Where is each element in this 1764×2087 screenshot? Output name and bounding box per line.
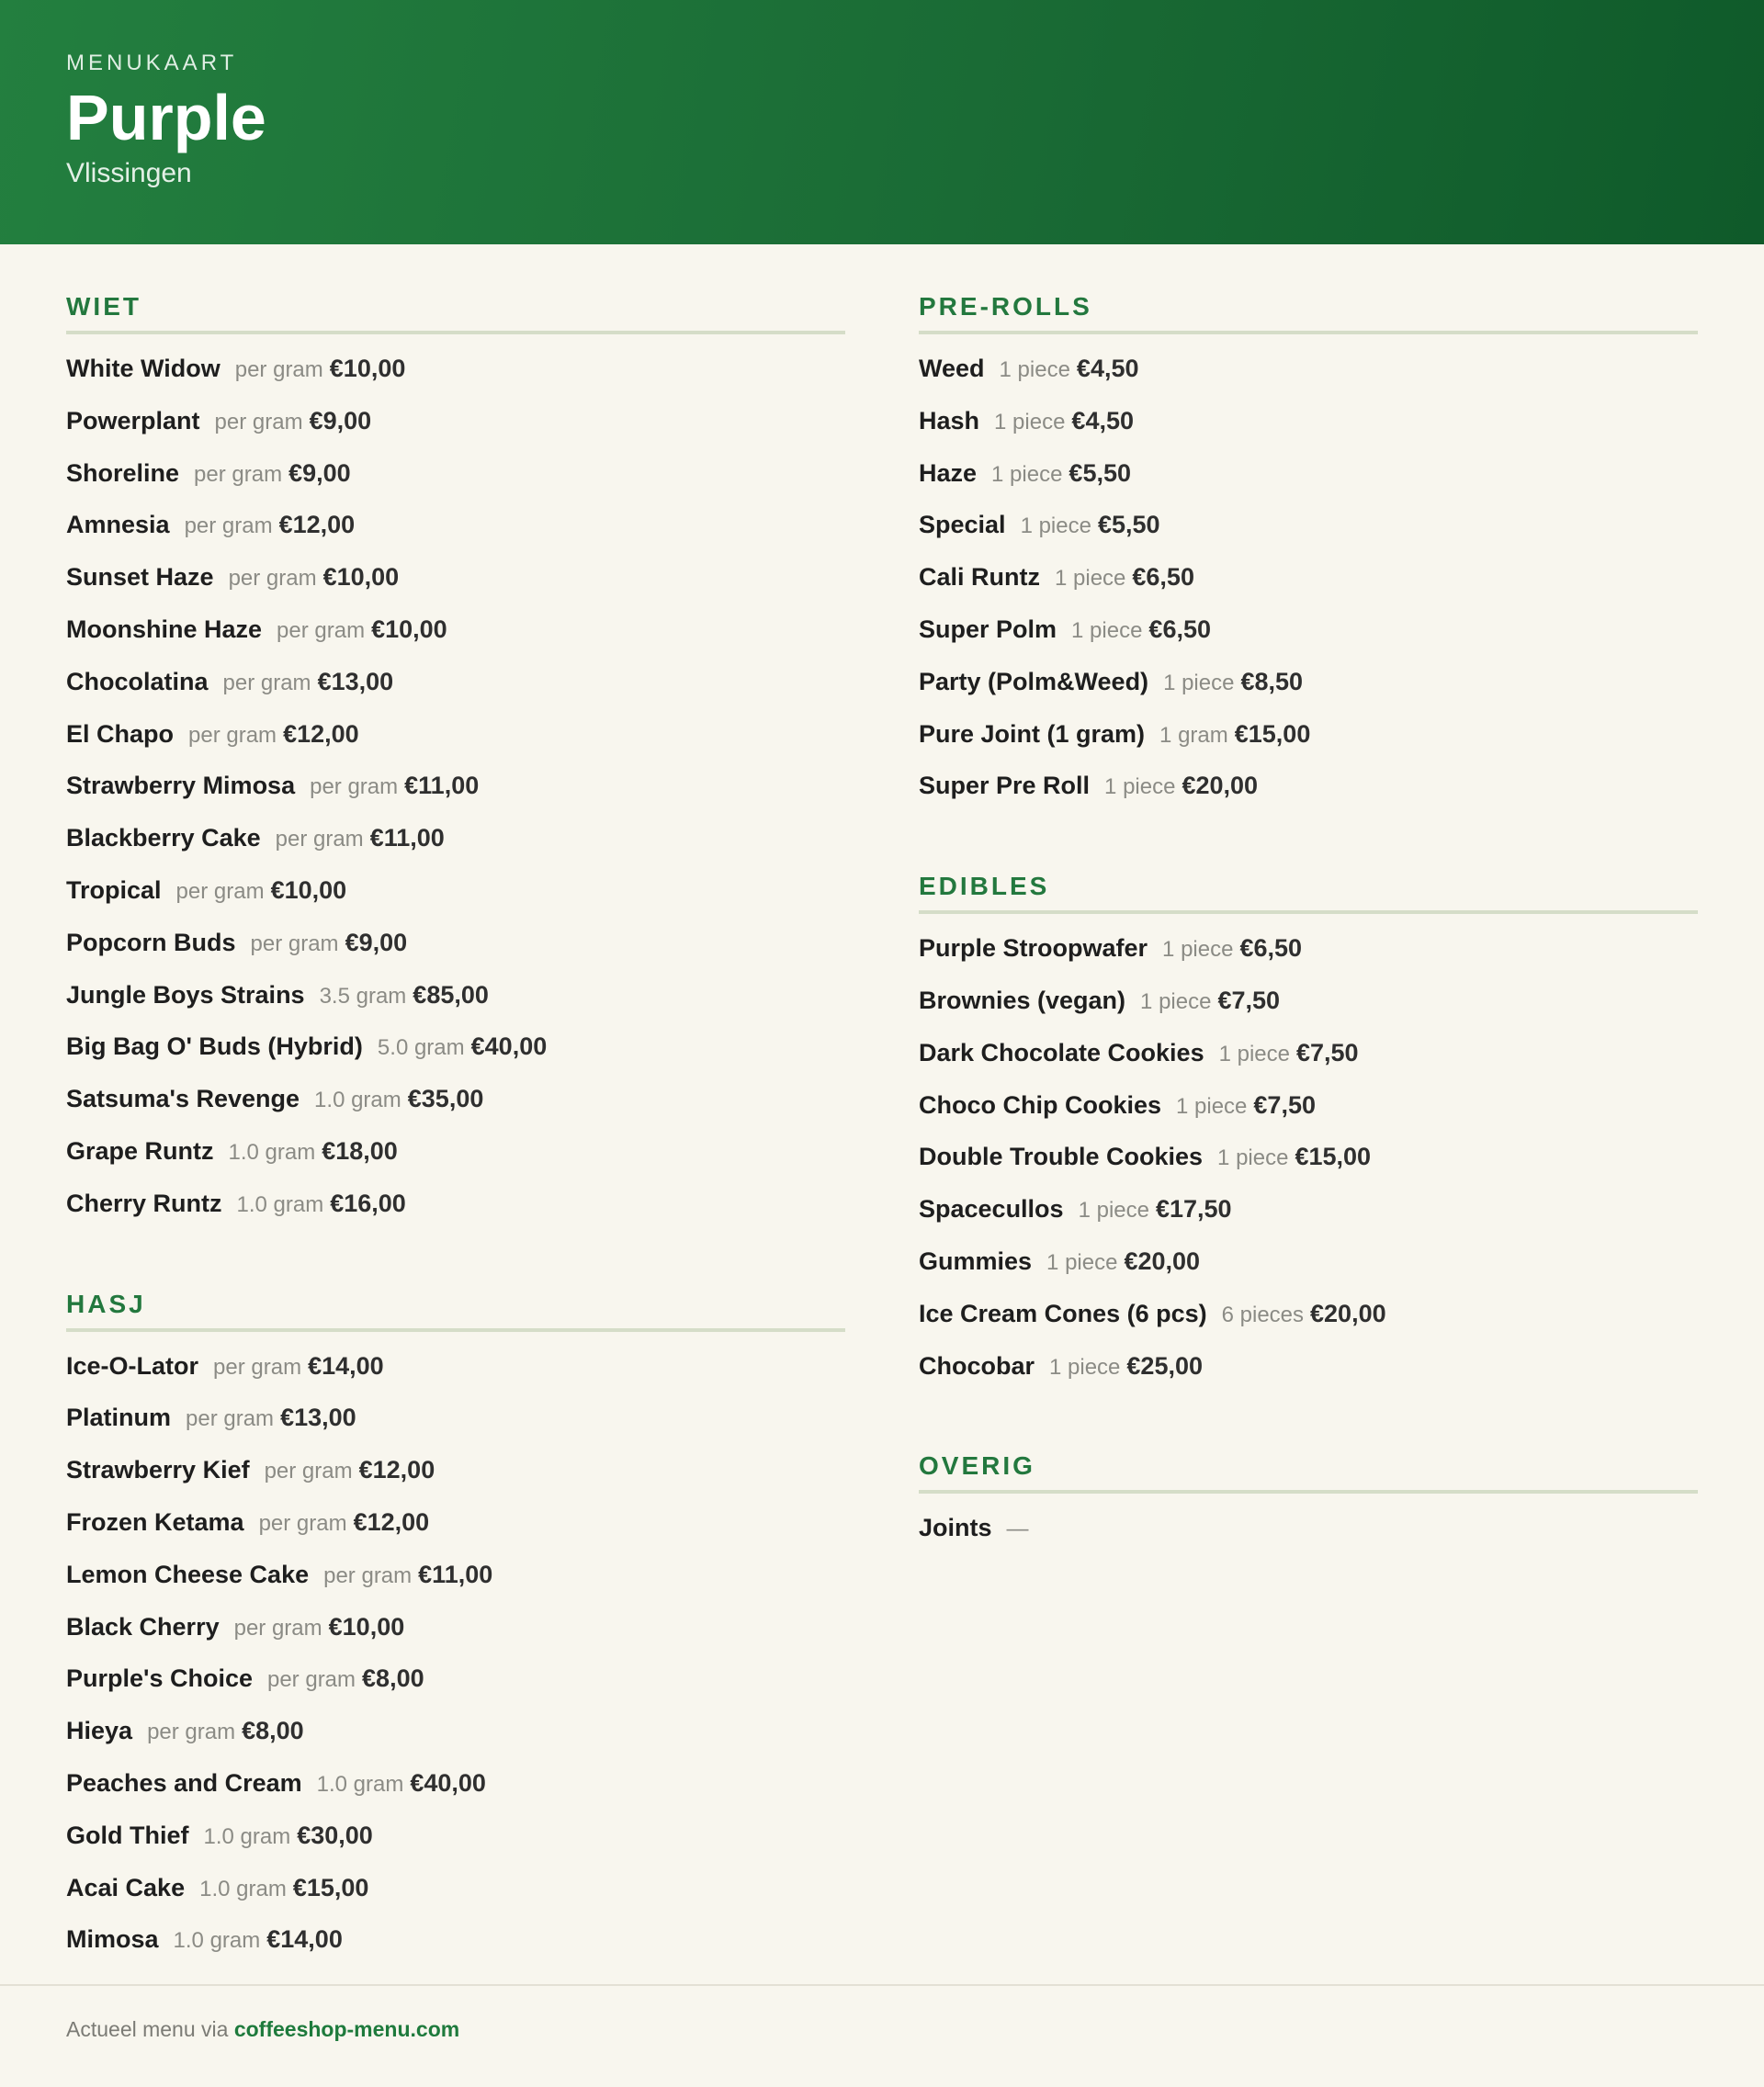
menu-item [66,929,845,981]
item-price: €10,00 [322,563,400,592]
menu-item [66,1404,845,1456]
item-price: €13,00 [317,667,394,695]
item-name: Frozen Ketama [66,1507,244,1536]
menu-item [919,615,1698,668]
item-name: Grape Runtz [66,1136,214,1165]
item-unit: 1 piece [1078,1198,1149,1224]
item-price: €12,00 [358,1456,435,1484]
item-name: Ice Cream Cones (6 pcs) [919,1299,1207,1327]
item-unit: per gram [258,1510,347,1536]
item-unit: per gram [275,827,364,852]
item-unit: 1.0 gram [173,1928,261,1954]
menu-item [66,1190,845,1242]
item-name: El Chapo [66,719,175,748]
item-price: €8,00 [242,1717,304,1745]
menu-header [0,0,1764,244]
item-name: Jungle Boys Strains [66,980,305,1009]
item-price: €18,00 [322,1136,398,1165]
menu-item [66,720,845,773]
item-name: Powerplant [66,406,200,434]
menu-column-right [919,292,1698,1614]
item-unit: per gram [264,1459,353,1484]
section-title: WIET [66,292,845,334]
item-unit: per gram [194,461,283,487]
menu-item [919,1195,1698,1247]
item-name: Black Cherry [66,1612,220,1641]
item-name: Moonshine Haze [66,615,263,643]
item-name: Lemon Cheese Cake [66,1560,310,1588]
item-name: Spacecullos [919,1195,1064,1224]
item-price: €20,00 [1182,772,1259,800]
item-unit: 1 piece [999,357,1070,382]
item-price: €10,00 [270,875,347,904]
item-name: Joints [919,1514,992,1542]
item-name: Brownies (vegan) [919,986,1126,1014]
item-name: Cherry Runtz [66,1189,222,1217]
menu-section [66,1290,845,1979]
item-price: €5,50 [1069,458,1131,487]
item-name: Acai Cake [66,1873,186,1901]
item-unit: per gram [213,1354,302,1380]
item-name: Strawberry Mimosa [66,772,296,800]
item-name: Purple's Choice [66,1664,253,1693]
section-title: HASJ [66,1290,845,1332]
item-unit: per gram [323,1562,413,1588]
item-unit: 1 gram [1159,722,1228,748]
menu-item [919,1352,1698,1404]
item-price: €13,00 [280,1404,356,1432]
item-name: Amnesia [66,511,170,539]
item-unit: per gram [234,357,323,382]
menu-item [919,1091,1698,1144]
menu-item [66,1925,845,1978]
item-price: €10,00 [371,615,447,643]
item-name: Special [919,511,1006,539]
item-price: €20,00 [1310,1299,1386,1327]
menu-item [66,668,845,720]
footer-text [66,2017,459,2042]
menu-item [66,1508,845,1561]
menu-item [66,1085,845,1137]
item-unit: 5.0 gram [377,1035,465,1061]
menu-item [66,1822,845,1874]
menu-item [66,981,845,1033]
menu-item [66,563,845,615]
item-unit: 1 piece [1217,1145,1289,1171]
item-name: Cali Runtz [919,563,1040,592]
item-name: Gold Thief [66,1821,189,1849]
item-unit: — [1006,1517,1029,1542]
menu-item [66,1769,845,1822]
menu-item [66,1874,845,1926]
item-unit: per gram [266,1667,356,1693]
menu-item [919,1039,1698,1091]
menu-item [919,772,1698,824]
menu-item [919,668,1698,720]
shop-city: Vlissingen [66,158,192,188]
item-unit: 1 piece [991,461,1063,487]
item-price: €9,00 [288,458,351,487]
item-name: Platinum [66,1404,172,1432]
item-price: €25,00 [1126,1351,1203,1380]
item-name: Super Pre Roll [919,772,1091,800]
menu-item [66,615,845,668]
menu-item [919,355,1698,407]
menu-column-left [66,292,845,2025]
item-name: Strawberry Kief [66,1456,250,1484]
item-price: €40,00 [470,1032,548,1061]
menu-item [66,407,845,459]
item-price: €7,50 [1253,1090,1316,1119]
item-name: Ice-O-Lator [66,1351,199,1380]
item-price: €14,00 [266,1925,343,1954]
item-name: Party (Polm&Weed) [919,667,1149,695]
item-price: €8,50 [1240,667,1304,695]
item-price: €15,00 [1295,1143,1372,1171]
item-name: Choco Chip Cookies [919,1090,1162,1119]
item-unit: 1 piece [1218,1041,1290,1066]
item-name: Popcorn Buds [66,928,236,956]
menu-item [66,1032,845,1085]
item-name: Chocobar [919,1351,1035,1380]
item-name: Mimosa [66,1925,159,1954]
menu-item [919,987,1698,1039]
item-name: Shoreline [66,458,180,487]
item-unit: 1 piece [1140,988,1212,1014]
menu-item [919,934,1698,987]
item-price: €30,00 [297,1821,373,1849]
item-unit: per gram [147,1720,236,1745]
item-price: €6,50 [1239,934,1303,963]
menu-item [66,1456,845,1508]
item-name: Super Polm [919,615,1057,643]
menu-item [919,1247,1698,1300]
item-unit: per gram [175,878,265,904]
item-unit: 1 piece [994,409,1066,434]
item-unit: 3.5 gram [319,983,407,1009]
section-title: OVERIG [919,1451,1698,1494]
item-price: €12,00 [278,511,356,539]
section-title: PRE-ROLLS [919,292,1698,334]
item-name: Satsuma's Revenge [66,1085,300,1113]
footer-link[interactable]: coffeeshop-menu.com [233,2017,460,2041]
item-unit: 1 piece [1163,670,1235,695]
item-price: €4,50 [1071,406,1134,434]
item-price: €17,50 [1155,1195,1232,1224]
menu-eyebrow: MENUKAART [66,51,238,75]
item-unit: 1 piece [1055,566,1126,592]
item-name: Big Bag O' Buds (Hybrid) [66,1032,363,1061]
item-price: €12,00 [353,1507,430,1536]
item-price: €9,00 [345,928,408,956]
menu-item [919,1143,1698,1195]
item-price: €6,50 [1132,563,1194,592]
item-unit: per gram [310,774,399,800]
item-unit: 1 piece [1049,1354,1121,1380]
item-price: €4,50 [1076,355,1139,382]
item-unit: 1.0 gram [199,1876,287,1901]
item-price: €35,00 [407,1085,484,1113]
item-price: €10,00 [329,355,406,382]
item-name: Peaches and Cream [66,1768,302,1797]
item-price: €8,00 [362,1664,424,1693]
menu-item [919,1300,1698,1352]
item-name: Purple Stroopwafer [919,934,1148,963]
menu-section [66,292,845,1242]
item-unit: 1 piece [1071,617,1143,643]
item-unit: 1.0 gram [316,1771,404,1797]
item-price: €10,00 [328,1612,405,1641]
item-name: Weed [919,355,985,382]
item-price: €12,00 [283,719,359,748]
item-name: Hash [919,406,980,434]
item-name: Gummies [919,1247,1033,1275]
menu-item [66,355,845,407]
menu-item [919,563,1698,615]
menu-item [919,511,1698,563]
item-unit: per gram [277,617,366,643]
item-name: Tropical [66,875,162,904]
menu-item [919,720,1698,773]
item-price: €85,00 [413,980,489,1009]
item-price: €16,00 [330,1189,406,1217]
item-price: €40,00 [410,1768,486,1797]
item-unit: 1.0 gram [314,1088,401,1113]
menu-item [66,459,845,512]
item-name: Chocolatina [66,667,209,695]
item-unit: per gram [228,566,317,592]
menu-item [66,1664,845,1717]
menu-item [66,772,845,824]
menu-item [66,1561,845,1613]
menu-section [919,1451,1698,1566]
item-price: €7,50 [1217,986,1281,1014]
footer-prefix: Actueel menu via [66,2017,229,2041]
menu-item [66,511,845,563]
item-unit: 1 piece [1176,1093,1248,1119]
menu-item [919,1514,1698,1566]
item-unit: per gram [233,1615,322,1641]
item-unit: per gram [188,722,277,748]
item-unit: 1 piece [1046,1249,1118,1275]
item-unit: per gram [214,409,303,434]
item-unit: per gram [186,1406,275,1432]
item-price: €7,50 [1295,1038,1359,1066]
item-name: Hieya [66,1717,133,1745]
item-unit: 1 piece [1104,774,1176,800]
menu-item [919,407,1698,459]
item-name: Sunset Haze [66,563,214,592]
item-price: €6,50 [1148,615,1211,643]
item-name: White Widow [66,355,220,382]
item-price: €9,00 [309,406,372,434]
item-price: €15,00 [292,1873,369,1901]
menu-section [919,872,1698,1404]
menu-item [66,1352,845,1404]
section-title: EDIBLES [919,872,1698,914]
menu-section [919,292,1698,824]
item-name: Blackberry Cake [66,824,261,852]
item-unit: 1 piece [1020,513,1091,539]
shop-name: Purple [66,82,266,153]
item-unit: per gram [250,931,339,956]
menu-item [66,1717,845,1769]
footer [0,1984,1764,2087]
item-price: €15,00 [1234,719,1311,748]
item-price: €11,00 [404,772,480,800]
menu-item [66,1137,845,1190]
item-price: €11,00 [369,824,445,852]
item-name: Haze [919,458,978,487]
item-name: Pure Joint (1 gram) [919,719,1146,748]
item-name: Double Trouble Cookies [919,1143,1204,1171]
item-unit: 1.0 gram [228,1139,316,1165]
menu-item [66,824,845,876]
item-unit: 6 pieces [1221,1302,1305,1327]
item-unit: 1.0 gram [203,1823,291,1849]
item-unit: 1.0 gram [236,1191,324,1217]
item-price: €5,50 [1097,511,1160,539]
item-unit: per gram [184,513,273,539]
item-price: €11,00 [418,1560,493,1588]
item-price: €14,00 [308,1351,384,1380]
menu-item [919,459,1698,512]
item-unit: 1 piece [1162,937,1234,963]
item-name: Dark Chocolate Cookies [919,1038,1204,1066]
menu-item [66,1613,845,1665]
menu-item [66,876,845,929]
item-price: €20,00 [1124,1247,1201,1275]
item-unit: per gram [222,670,311,695]
